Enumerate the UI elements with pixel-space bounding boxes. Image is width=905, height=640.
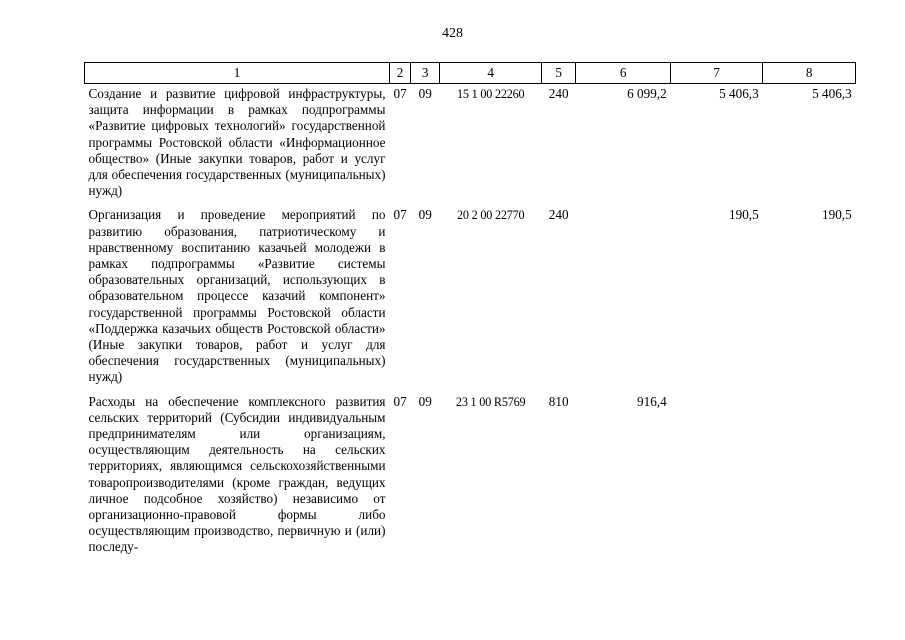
column-header: 7: [671, 63, 763, 84]
column-header: 4: [440, 63, 542, 84]
expense-type-code: 240: [548, 207, 569, 223]
expense-type-code: 240: [548, 86, 569, 101]
amount-col-8: 190,5: [822, 207, 852, 223]
amount-col-6: 6 099,2: [627, 86, 667, 101]
amount-col-7: [671, 392, 763, 562]
column-header: 6: [576, 63, 671, 84]
subsection-code: 09: [418, 86, 432, 101]
amount-col-7: 5 406,3: [719, 86, 759, 101]
column-header: 1: [85, 63, 390, 84]
amount-col-8: 5 406,3: [812, 86, 852, 101]
table-row: [85, 205, 856, 391]
target-article-code: 20 2 00 22770: [456, 208, 525, 223]
table-header-row: [85, 63, 856, 84]
page-number: 428: [442, 26, 463, 41]
budget-table: [84, 62, 856, 562]
section-code: 07: [393, 86, 407, 101]
column-header: 3: [411, 63, 440, 84]
amount-col-7: 190,5: [729, 207, 759, 223]
column-header: 5: [542, 63, 576, 84]
amount-col-6: 916,4: [637, 393, 667, 409]
target-article-code: 15 1 00 22260: [456, 87, 525, 101]
table-row: [85, 392, 856, 562]
amount-col-6: [576, 205, 671, 391]
expense-name: Создание и развитие цифровой инфраструктуры, защита информации в рамках подпрограммы «Развитие цифровых технологий» государственной программы Ростовской области «Информационное общество» (Иные закупки товаров, работ и услуг для обеспечения государственных (муниципальных) нужд): [88, 86, 386, 199]
amount-col-8: [763, 392, 856, 562]
section-code: 07: [393, 207, 407, 223]
column-header: 2: [390, 63, 411, 84]
section-code: 07: [393, 393, 407, 409]
target-article-code: 23 1 00 R5769: [455, 394, 526, 409]
column-header: 8: [763, 63, 856, 84]
subsection-code: 09: [418, 393, 432, 409]
expense-name: Расходы на обеспечение комплексного развития сельских территорий (Субсидии индивидуальным предпринимателям или организациям, осуществляющим деятельность на сельских территориях, являющимся сельскохозяйственными товаропроизводителями (кроме граждан, ведущих личное подсобное хозяйство) независимо от организационно-правовой формы либо осуществляющим производство, первичную и (или) последу-: [88, 393, 386, 555]
subsection-code: 09: [418, 207, 432, 223]
expense-name: Организация и проведение мероприятий по развитию образования, патриотическому и нравственному воспитанию казачьей молодежи в рамках подпрограммы «Развитие системы образовательных организаций, использующих в образовательном процессе казачий компонент» государственной программы Ростовской области «Поддержка казачьих обществ Ростовской области» (Иные закупки товаров, работ и услуг для обеспечения государственных (муниципальных) нужд): [88, 207, 386, 385]
expense-type-code: 810: [548, 393, 569, 409]
table-row: [85, 84, 856, 206]
